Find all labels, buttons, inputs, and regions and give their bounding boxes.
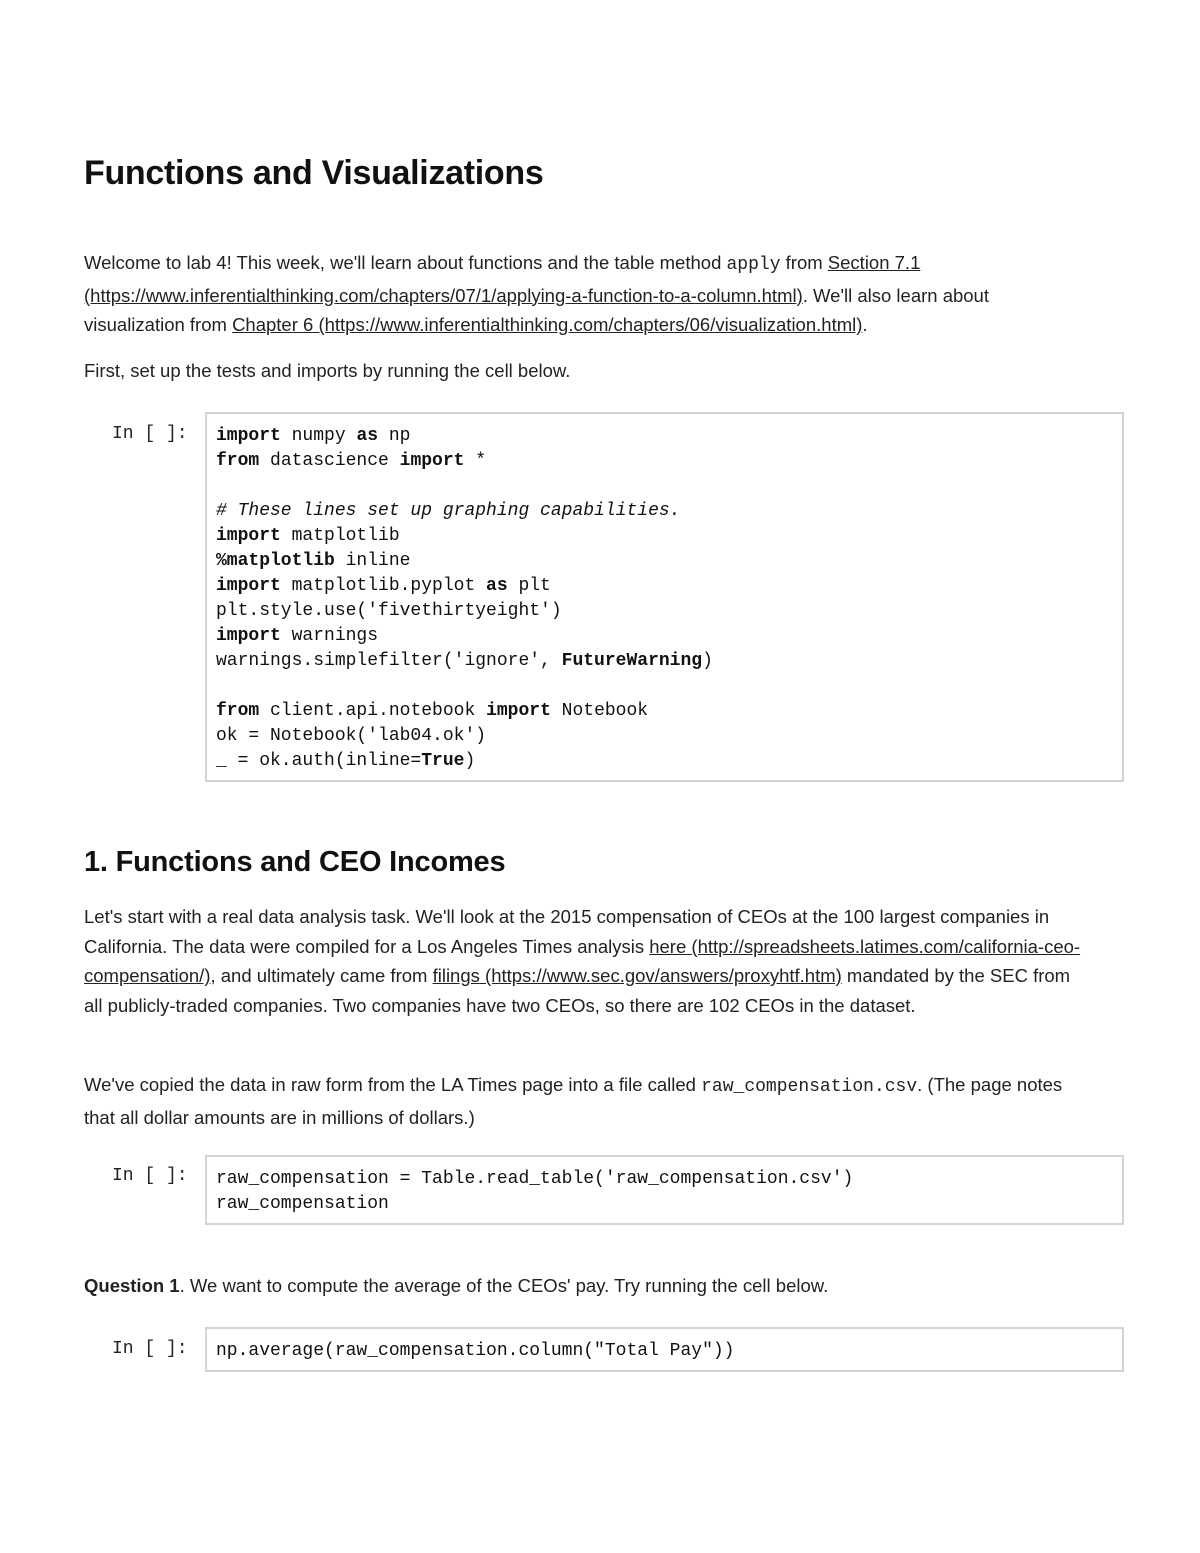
- code-cell-read-table[interactable]: [205, 1155, 1124, 1225]
- setup-instructions: First, set up the tests and imports by running the cell below.: [84, 360, 571, 381]
- intro-text: . We'll also learn about visualization from: [84, 284, 989, 335]
- chapter-6-link[interactable]: Chapter 6 (https://www.inferentialthinking.com/chapters/06/visualization.html): [232, 314, 863, 335]
- cell-prompt: In [ ]:: [112, 1166, 188, 1186]
- code-cell-average[interactable]: [205, 1327, 1124, 1372]
- paragraph-text: , and ultimately came from: [210, 965, 433, 986]
- section-1-heading: 1. Functions and CEO Incomes: [84, 846, 506, 878]
- paragraph-text: We've copied the data in raw form from the LA Times page into a file called: [84, 1074, 702, 1095]
- data-description-paragraph: [84, 1070, 1084, 1132]
- cell-prompt: In [ ]:: [112, 424, 188, 444]
- inline-code-apply: apply: [726, 255, 781, 275]
- question-label: Question 1: [84, 1275, 180, 1296]
- cell-prompt: In [ ]:: [112, 1339, 188, 1359]
- page-title: Functions and Visualizations: [84, 154, 544, 192]
- la-times-link[interactable]: here (http://spreadsheets.latimes.com/california-ceo-compensation/): [84, 935, 1081, 986]
- intro-text: .: [862, 314, 868, 335]
- paragraph-text: mandated by the SEC from all publicly-traded companies. Two companies have two CEOs, so there are 102 CEOs in the dataset.: [84, 965, 1071, 1016]
- code-cell-imports[interactable]: [205, 412, 1124, 782]
- intro-text: from: [780, 252, 828, 273]
- intro-text: Welcome to lab 4! This week, we'll learn about functions and the table method: [84, 252, 727, 273]
- question-1-paragraph: [84, 1271, 1084, 1301]
- intro-paragraph: [84, 248, 1084, 340]
- code-editor[interactable]: import numpy as np from datascience import * # These lines set up graphing capabilities. import matplotlib %matplotlib inline import matplotlib.pyplot as plt plt.style.use('fivethirtyeight') import warnings warnings.simplefilter('ignore', FutureWarning) from client.api.notebook import Notebook ok = Notebook('lab04.ok') _ = ok.auth(inline=True): [216, 426, 713, 771]
- paragraph-text: Let's start with a real data analysis task. We'll look at the 2015 compensation of CEOs at the 100 largest companies in California. The data were compiled for a Los Angeles Times analysis: [84, 906, 1050, 957]
- code-editor[interactable]: raw_compensation = Table.read_table('raw_compensation.csv') raw_compensation: [216, 1169, 854, 1214]
- inline-code-filename: raw_compensation.csv: [701, 1077, 918, 1097]
- question-text: . We want to compute the average of the CEOs' pay. Try running the cell below.: [179, 1275, 829, 1296]
- section-7-1-link[interactable]: Section 7.1 (https://www.inferentialthinking.com/chapters/07/1/applying-a-function-to-a-column.html): [84, 252, 921, 306]
- sec-filings-link[interactable]: filings (https://www.sec.gov/answers/proxyhtf.htm): [432, 965, 842, 986]
- paragraph-text: . (The page notes that all dollar amounts are in millions of dollars.): [84, 1074, 1063, 1128]
- code-editor[interactable]: np.average(raw_compensation.column("Total Pay")): [216, 1341, 735, 1361]
- section-1-paragraph: [84, 902, 1084, 1020]
